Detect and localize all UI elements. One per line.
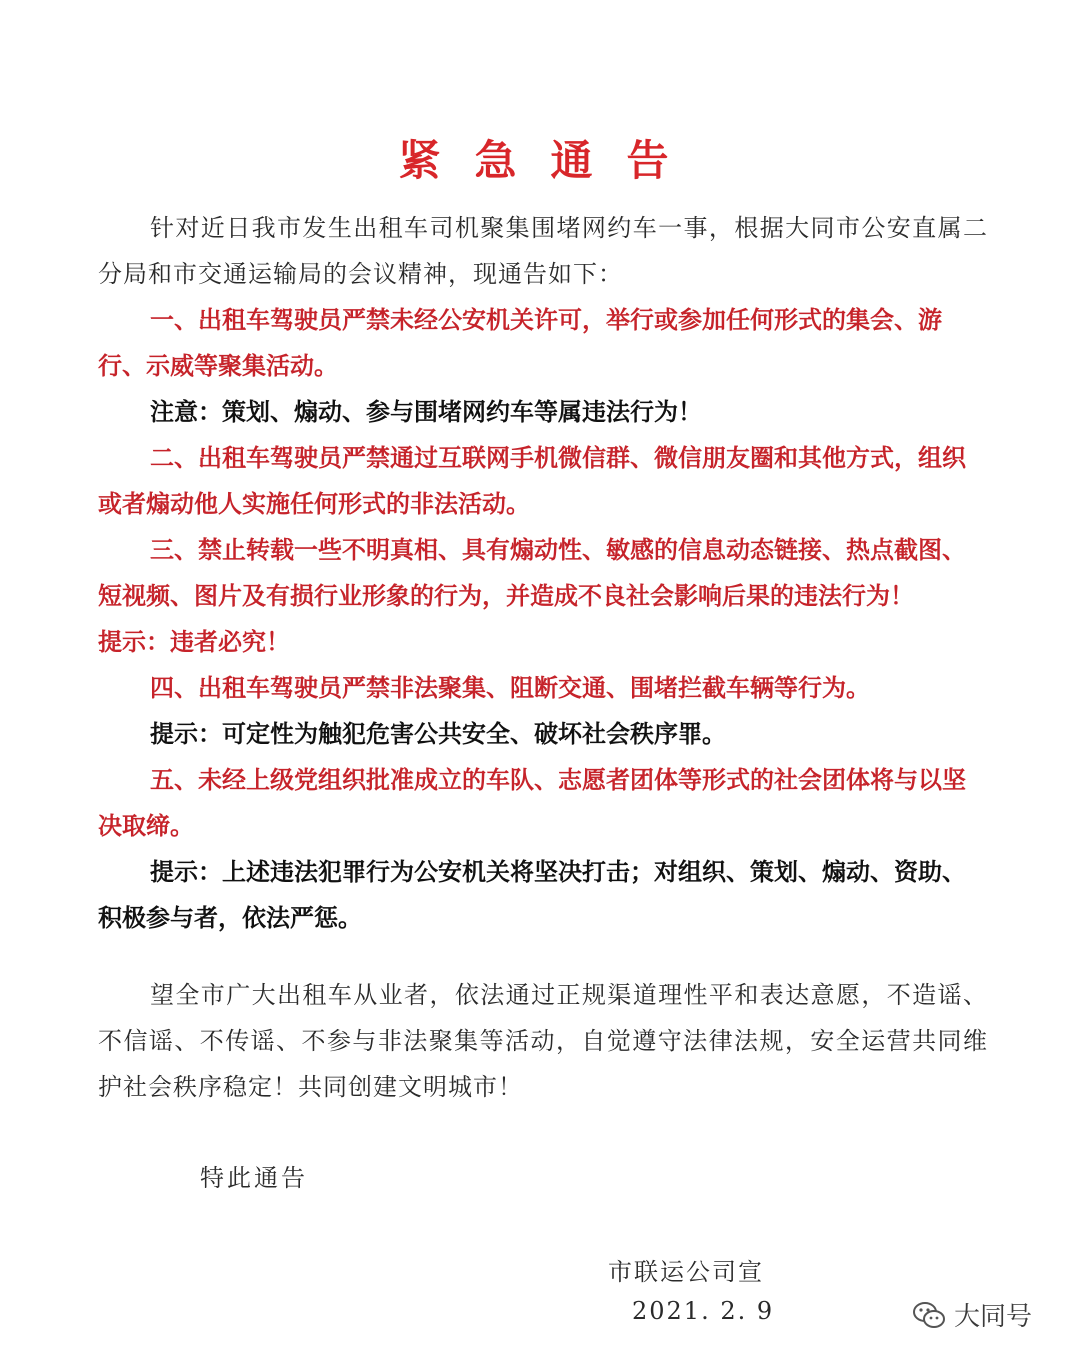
notice-title: 紧急通告: [398, 136, 703, 185]
item-1: 一、出租车驾驶员严禁未经公安机关许可，举行或参加任何形式的集会、游行、示威等聚集活动。: [98, 306, 942, 380]
special-notice-line: 特此通告: [200, 1164, 308, 1192]
note-3: 提示：违者必究！: [98, 628, 290, 656]
notice-body: [98, 205, 988, 941]
wechat-icon: [912, 1300, 946, 1330]
note-4: 提示：可定性为触犯危害公共安全、破坏社会秩序罪。: [150, 720, 726, 748]
watermark-label: 大同号: [954, 1302, 1033, 1332]
item-2: 二、出租车驾驶员严禁通过互联网手机微信群、微信朋友圈和其他方式，组织或者煽动他人实施任何形式的非法活动。: [98, 444, 966, 518]
intro-paragraph: 针对近日我市发生出租车司机聚集围堵网约车一事，根据大同市公安直属二分局和市交通运输局的会议精神，现通告如下：: [98, 214, 988, 288]
note-1: 注意：策划、煽动、参与围堵网约车等属违法行为！: [150, 398, 702, 426]
closing-paragraph: 望全市广大出租车从业者，依法通过正规渠道理性平和表达意愿，不造谣、不信谣、不传谣、不参与非法聚集等活动，自觉遵守法律法规，安全运营共同维护社会秩序稳定！共同创建文明城市！: [98, 981, 988, 1101]
date: 2021. 2. 9: [632, 1297, 775, 1325]
item-3: 三、禁止转载一些不明真相、具有煽动性、敏感的信息动态链接、热点截图、短视频、图片及有损行业形象的行为，并造成不良社会影响后果的违法行为！: [98, 536, 966, 610]
item-4: 四、出租车驾驶员严禁非法聚集、阻断交通、围堵拦截车辆等行为。: [150, 674, 870, 702]
signer: 市联运公司宣: [608, 1258, 764, 1286]
note-5: 提示：上述违法犯罪行为公安机关将坚决打击；对组织、策划、煽动、资助、积极参与者，依法严惩。: [98, 858, 966, 932]
item-5: 五、未经上级党组织批准成立的车队、志愿者团体等形式的社会团体将与以坚决取缔。: [98, 766, 966, 840]
watermark: [912, 1296, 1032, 1333]
